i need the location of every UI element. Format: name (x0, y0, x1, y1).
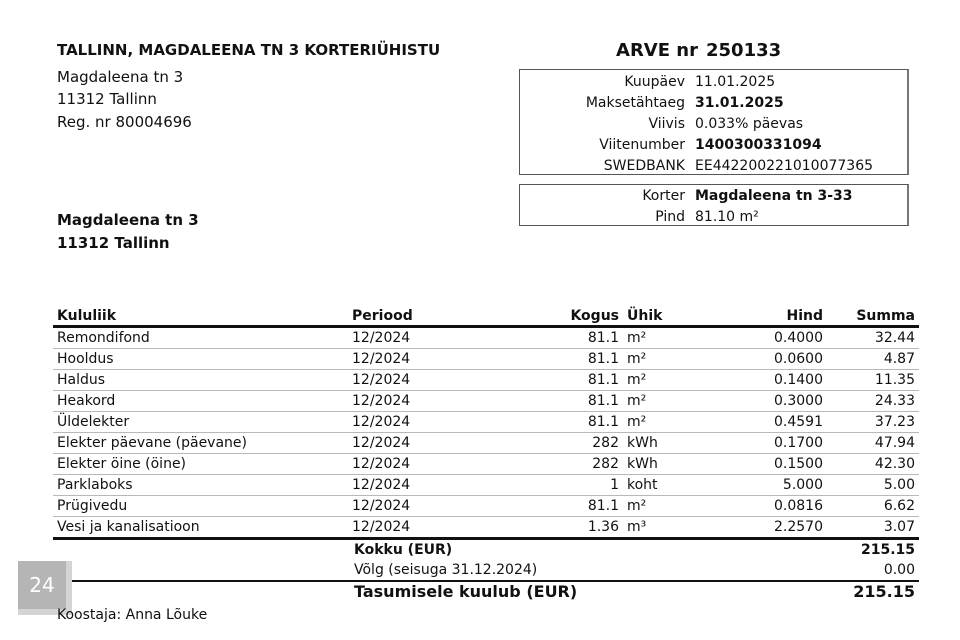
table-row (53, 475, 919, 496)
cell-unit: m² (627, 393, 647, 409)
cell-sum: 32.44 (874, 330, 915, 346)
amount-due-value: 215.15 (853, 582, 915, 601)
cell-sum: 6.62 (883, 498, 915, 514)
total-label: Kokku (EUR) (354, 542, 453, 558)
header-name: Kululiik (57, 308, 117, 324)
table-row (53, 328, 919, 349)
cell-price: 0.4591 (774, 414, 823, 430)
cell-period: 12/2024 (352, 456, 411, 472)
cell-period: 12/2024 (352, 477, 411, 493)
cell-price: 0.1500 (774, 456, 823, 472)
issuer-reg-nr: Reg. nr 80004696 (57, 113, 192, 131)
info-value: 0.033% päevas (695, 116, 804, 132)
table-row (53, 433, 919, 454)
cell-qty: 81.1 (587, 330, 619, 346)
info-row-date (520, 72, 907, 93)
header-sum: Summa (856, 308, 915, 324)
info-row-reference (520, 135, 907, 156)
cell-price: 0.3000 (774, 393, 823, 409)
cell-period: 12/2024 (352, 372, 411, 388)
invoice-number: 250133 (706, 40, 782, 61)
cell-period: 12/2024 (352, 414, 411, 430)
info-label: Viivis (648, 116, 685, 132)
cell-sum: 4.87 (883, 351, 915, 367)
cell-name: Elekter öine (öine) (57, 456, 187, 472)
cell-qty: 282 (592, 456, 619, 472)
cell-name: Üldelekter (57, 414, 130, 430)
cell-price: 0.0600 (774, 351, 823, 367)
info-label: SWEDBANK (603, 158, 685, 174)
cell-qty: 81.1 (587, 414, 619, 430)
cell-sum: 3.07 (883, 519, 915, 535)
cell-qty: 81.1 (587, 498, 619, 514)
page-number-badge: 24 (18, 561, 72, 615)
cell-sum: 37.23 (874, 414, 915, 430)
header-qty: Kogus (570, 308, 619, 324)
total-value: 215.15 (860, 542, 915, 558)
debt-value: 0.00 (883, 562, 915, 578)
table-header (53, 307, 919, 328)
cell-qty: 1 (610, 477, 619, 493)
info-row-bank (520, 156, 907, 177)
cell-name: Hooldus (57, 351, 114, 367)
table-row (53, 370, 919, 391)
table-row (53, 349, 919, 370)
header-unit: Ühik (627, 308, 663, 324)
cell-sum: 24.33 (874, 393, 915, 409)
cell-sum: 42.30 (874, 456, 915, 472)
cell-price: 5.000 (782, 477, 823, 493)
charges-table (53, 307, 919, 540)
cell-period: 12/2024 (352, 393, 411, 409)
amount-due-row (349, 580, 919, 604)
cell-unit: m³ (627, 519, 647, 535)
info-value: Magdaleena tn 3-33 (695, 188, 853, 204)
cell-unit: m² (627, 330, 647, 346)
info-label: Kuupäev (624, 74, 685, 90)
issuer-address-line2: 11312 Tallinn (57, 90, 157, 108)
cell-sum: 5.00 (883, 477, 915, 493)
cell-unit: m² (627, 351, 647, 367)
info-value: 1400300331094 (695, 137, 822, 153)
cell-sum: 11.35 (874, 372, 915, 388)
info-value: 31.01.2025 (695, 95, 784, 111)
info-label: Pind (655, 209, 685, 225)
apartment-info-box (519, 184, 909, 226)
header-price: Hind (786, 308, 823, 324)
cell-price: 2.2570 (774, 519, 823, 535)
cell-price: 0.1700 (774, 435, 823, 451)
info-row-penalty (520, 114, 907, 135)
info-label: Viitenumber (599, 137, 685, 153)
cell-unit: m² (627, 372, 647, 388)
recipient-address-line1: Magdaleena tn 3 (57, 211, 199, 229)
cell-period: 12/2024 (352, 330, 411, 346)
cell-qty: 282 (592, 435, 619, 451)
info-row-apartment (520, 186, 907, 207)
table-row (53, 412, 919, 433)
cell-name: Vesi ja kanalisatioon (57, 519, 200, 535)
header-period: Periood (352, 308, 413, 324)
cell-qty: 81.1 (587, 393, 619, 409)
cell-period: 12/2024 (352, 351, 411, 367)
info-row-area (520, 207, 907, 228)
info-value: EE442200221010077365 (695, 158, 874, 174)
info-value: 81.10 m² (695, 209, 759, 225)
total-row (349, 540, 919, 560)
info-value: 11.01.2025 (695, 74, 776, 90)
cell-name: Prügivedu (57, 498, 128, 514)
cell-name: Remondifond (57, 330, 150, 346)
totals-divider (53, 580, 919, 582)
table-row (53, 496, 919, 517)
info-label: Korter (642, 188, 685, 204)
invoice-title-label: ARVE nr (616, 40, 698, 61)
totals-section (349, 540, 919, 604)
cell-price: 0.1400 (774, 372, 823, 388)
cell-qty: 1.36 (587, 519, 619, 535)
cell-qty: 81.1 (587, 351, 619, 367)
invoice-info-box (519, 69, 909, 175)
cell-name: Parklaboks (57, 477, 133, 493)
cell-price: 0.0816 (774, 498, 823, 514)
cell-price: 0.4000 (774, 330, 823, 346)
cell-period: 12/2024 (352, 498, 411, 514)
table-row (53, 391, 919, 412)
cell-name: Haldus (57, 372, 106, 388)
cell-unit: kWh (627, 456, 658, 472)
table-row (53, 517, 919, 540)
cell-unit: m² (627, 414, 647, 430)
recipient-address-line2: 11312 Tallinn (57, 234, 170, 252)
issuer-address-line1: Magdaleena tn 3 (57, 68, 184, 86)
debt-row (349, 560, 919, 580)
cell-name: Heakord (57, 393, 116, 409)
cell-period: 12/2024 (352, 519, 411, 535)
info-label: Maksetähtaeg (585, 95, 685, 111)
cell-qty: 81.1 (587, 372, 619, 388)
cell-unit: kWh (627, 435, 658, 451)
info-row-due-date (520, 93, 907, 114)
debt-label: Võlg (seisuga 31.12.2024) (354, 562, 538, 578)
table-row (53, 454, 919, 475)
amount-due-label: Tasumisele kuulub (EUR) (354, 582, 578, 601)
cell-period: 12/2024 (352, 435, 411, 451)
cell-unit: m² (627, 498, 647, 514)
cell-sum: 47.94 (874, 435, 915, 451)
issuer-name: TALLINN, MAGDALEENA TN 3 KORTERIÜHISTU (57, 41, 441, 59)
cell-name: Elekter päevane (päevane) (57, 435, 247, 451)
invoice-title (614, 40, 781, 61)
prepared-by: Koostaja: Anna Lõuke (57, 607, 208, 623)
cell-unit: koht (627, 477, 658, 493)
